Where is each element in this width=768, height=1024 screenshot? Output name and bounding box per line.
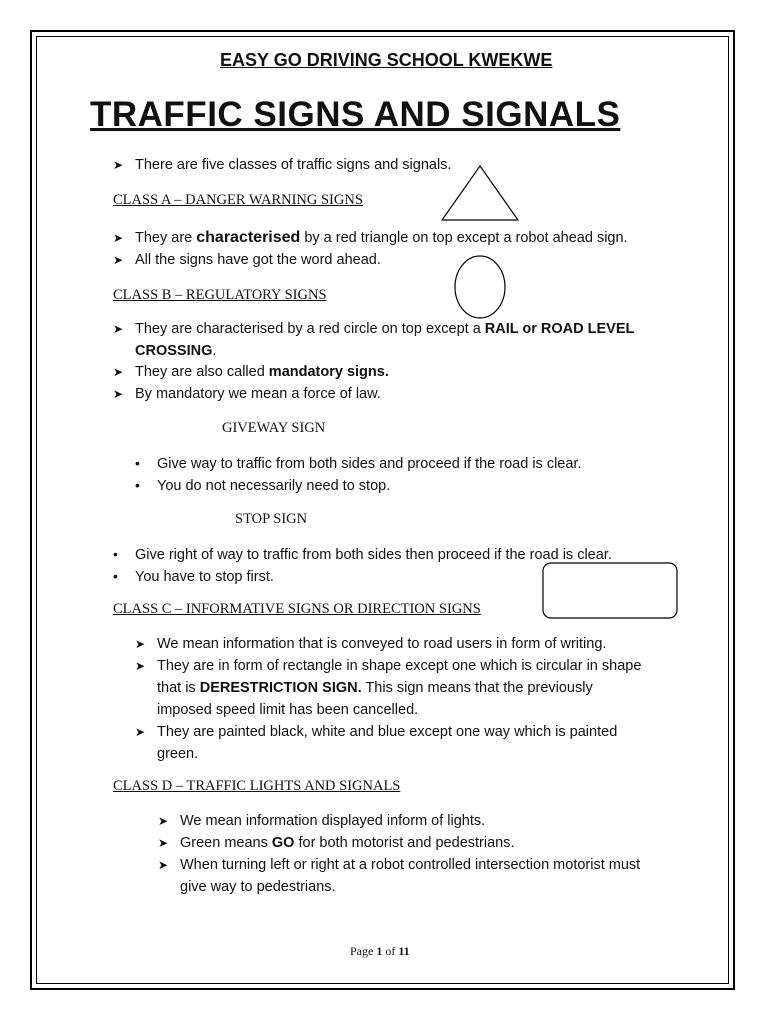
- arrow-bullet-icon: ➤: [135, 725, 146, 739]
- class-c-bullet-3: ➤ They are painted black, white and blue except one way which is painted: [135, 721, 617, 743]
- arrow-bullet-icon: ➤: [113, 365, 124, 379]
- class-c-heading: CLASS C – INFORMATIVE SIGNS OR DIRECTION SIGNS: [113, 601, 481, 617]
- circle-sign-icon: [452, 254, 508, 320]
- arrow-bullet-icon: ➤: [113, 322, 124, 336]
- arrow-bullet-icon: ➤: [158, 814, 169, 828]
- intro-line: ➤ There are five classes of traffic signs and signals.: [113, 154, 451, 176]
- class-c-bullet-2-line-2: that is DERESTRICTION SIGN. This sign means that the previously: [157, 680, 593, 696]
- class-b-bullet-3: ➤ By mandatory we mean a force of law.: [113, 383, 381, 405]
- class-c-bullet-2-line-3: imposed speed limit has been cancelled.: [157, 702, 419, 718]
- page-title: TRAFFIC SIGNS AND SIGNALS: [90, 95, 621, 134]
- arrow-bullet-icon: ➤: [113, 387, 124, 401]
- stop-bullet-2: • You have to stop first.: [113, 565, 274, 588]
- arrow-bullet-icon: ➤: [158, 836, 169, 850]
- giveway-bullet-2: • You do not necessarily need to stop.: [135, 474, 390, 497]
- arrow-bullet-icon: ➤: [135, 659, 146, 673]
- arrow-bullet-icon: ➤: [113, 253, 124, 267]
- class-c-bullet-3-line-2: green.: [157, 746, 199, 762]
- class-b-heading: CLASS B – REGULATORY SIGNS: [113, 287, 327, 303]
- dot-bullet-icon: •: [135, 477, 140, 493]
- class-a-heading: CLASS A – DANGER WARNING SIGNS: [113, 192, 363, 208]
- giveway-bullet-1: • Give way to traffic from both sides and proceed if the road is clear.: [135, 452, 581, 475]
- page-footer: Page 1 of 11: [350, 944, 410, 958]
- stop-heading: STOP SIGN: [235, 511, 308, 527]
- arrow-bullet-icon: ➤: [113, 158, 124, 172]
- dot-bullet-icon: •: [113, 546, 118, 562]
- class-d-heading: CLASS D – TRAFFIC LIGHTS AND SIGNALS: [113, 778, 401, 794]
- class-a-bullet-2: ➤ All the signs have got the word ahead.: [113, 249, 381, 271]
- class-d-bullet-3: ➤ When turning left or right at a robot controlled intersection motorist must: [158, 854, 640, 876]
- class-d-bullet-3-line-2: give way to pedestrians.: [180, 879, 336, 895]
- class-b-bullet-1: ➤ They are characterised by a red circle on top except a RAIL or ROAD LEVEL: [113, 318, 634, 340]
- giveway-heading: GIVEWAY SIGN: [222, 420, 326, 436]
- dot-bullet-icon: •: [135, 455, 140, 471]
- school-name: EASY GO DRIVING SCHOOL KWEKWE: [220, 50, 553, 70]
- class-b-bullet-1-cont: CROSSING.: [135, 343, 217, 359]
- stop-bullet-1: • Give right of way to traffic from both sides then proceed if the road is clear.: [113, 543, 612, 566]
- rectangle-sign-icon: [540, 561, 680, 621]
- arrow-bullet-icon: ➤: [135, 637, 146, 651]
- class-d-bullet-1: ➤ We mean information displayed inform of lights.: [158, 810, 485, 832]
- class-a-bullet-1: ➤ They are characterised by a red triangle on top except a robot ahead sign.: [113, 227, 628, 249]
- dot-bullet-icon: •: [113, 568, 118, 584]
- class-c-bullet-2: ➤ They are in form of rectangle in shape except one which is circular in shape: [135, 655, 641, 677]
- class-b-bullet-2: ➤ They are also called mandatory signs.: [113, 361, 389, 383]
- arrow-bullet-icon: ➤: [158, 858, 169, 872]
- class-d-bullet-2: ➤ Green means GO for both motorist and pedestrians.: [158, 832, 515, 854]
- class-c-bullet-1: ➤ We mean information that is conveyed to road users in form of writing.: [135, 633, 606, 655]
- triangle-sign-icon: [440, 164, 520, 222]
- arrow-bullet-icon: ➤: [113, 231, 124, 245]
